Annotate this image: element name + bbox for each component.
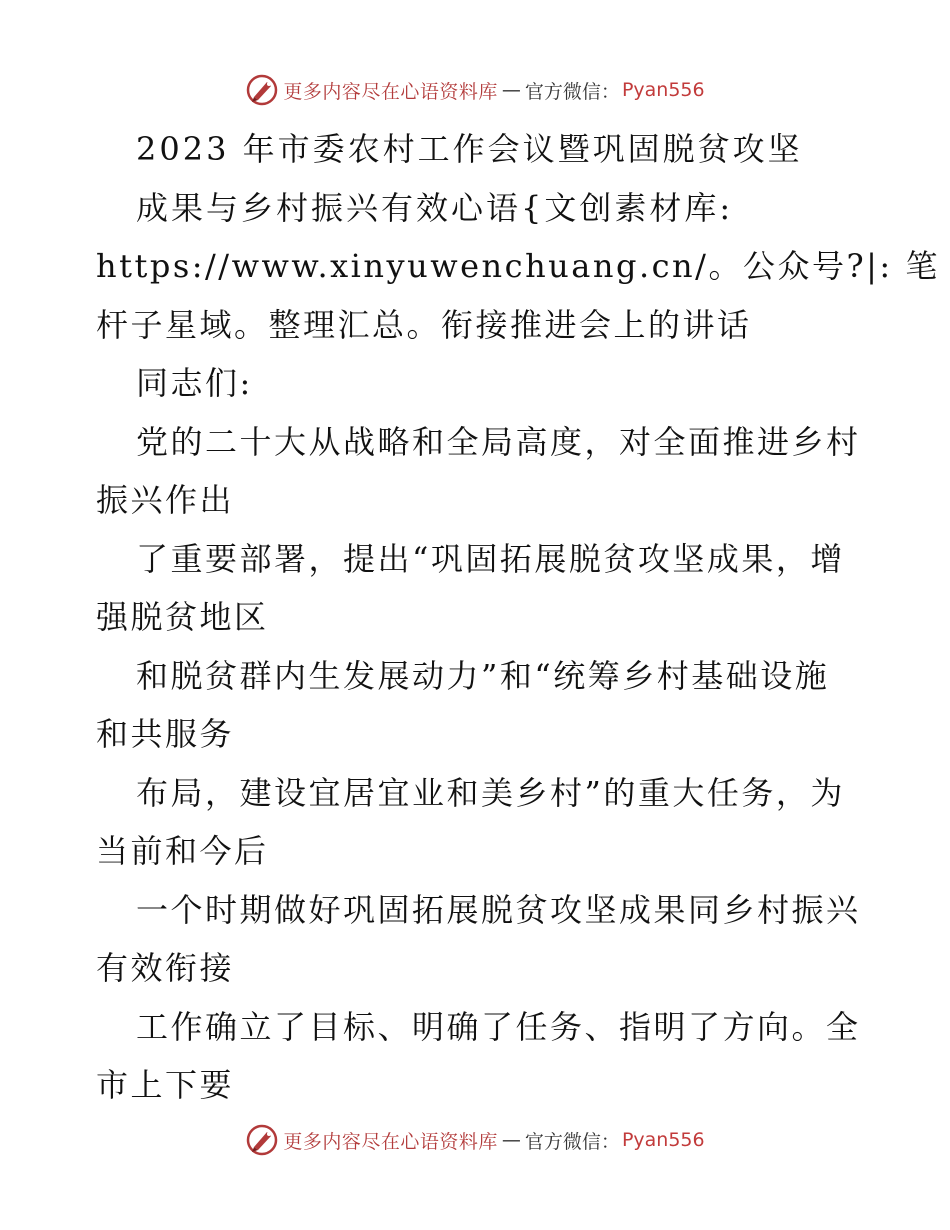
doc-title-line-1: 2023 年市委农村工作会议暨巩固脱贫攻坚: [136, 130, 803, 168]
watermark-separator: —: [501, 79, 521, 101]
doc-paragraph-line: 党的二十大从战略和全局高度，对全面推进乡村: [136, 422, 861, 461]
doc-paragraph-line: 和共服务: [96, 715, 235, 753]
doc-title-line-3: https://www.xinyuwenchuang.cn/。公众号?|: 笔: [96, 247, 940, 285]
document-body: [96, 120, 940, 1115]
watermark-wechat-id: Pyan556: [621, 1129, 705, 1151]
watermark-separator: —: [501, 1129, 521, 1151]
doc-paragraph-line: 振兴作出: [96, 481, 235, 519]
watermark-brand: 更多内容尽在心语资料库: [283, 1130, 498, 1153]
watermark-wechat-label: 官方微信：: [524, 1130, 620, 1153]
doc-paragraph-line: 一个时期做好巩固拓展脱贫攻坚成果同乡村振兴: [136, 890, 861, 929]
doc-title-line-4: 杆子星域。整理汇总。衔接推进会上的讲话: [96, 305, 752, 344]
doc-title-line-2: 成果与乡村振兴有效心语{文创素材库:: [136, 188, 734, 227]
watermark-wechat-label: 官方微信：: [524, 80, 620, 103]
doc-paragraph-line: 和脱贫群内生发展动力”和“统筹乡村基础设施: [136, 656, 830, 695]
header-watermark: [0, 70, 950, 110]
doc-paragraph-line: 当前和今后: [96, 832, 269, 870]
doc-paragraph-line: 强脱贫地区: [96, 598, 269, 636]
footer-watermark: [0, 1120, 950, 1160]
pen-logo-icon: [245, 73, 279, 107]
doc-paragraph-line: 有效衔接: [96, 949, 235, 987]
doc-paragraph-line: 市上下要: [96, 1066, 235, 1104]
doc-paragraph-line: 了重要部署，提出“巩固拓展脱贫攻坚成果，增: [136, 539, 845, 578]
doc-salutation: 同志们:: [136, 364, 253, 402]
doc-paragraph-line: 工作确立了目标、明确了任务、指明了方向。全: [136, 1007, 861, 1046]
watermark-wechat-id: Pyan556: [621, 79, 705, 101]
pen-logo-icon: [245, 1123, 279, 1157]
doc-paragraph-line: 布局，建设宜居宜业和美乡村”的重大任务，为: [136, 773, 845, 812]
watermark-brand: 更多内容尽在心语资料库: [283, 80, 498, 103]
